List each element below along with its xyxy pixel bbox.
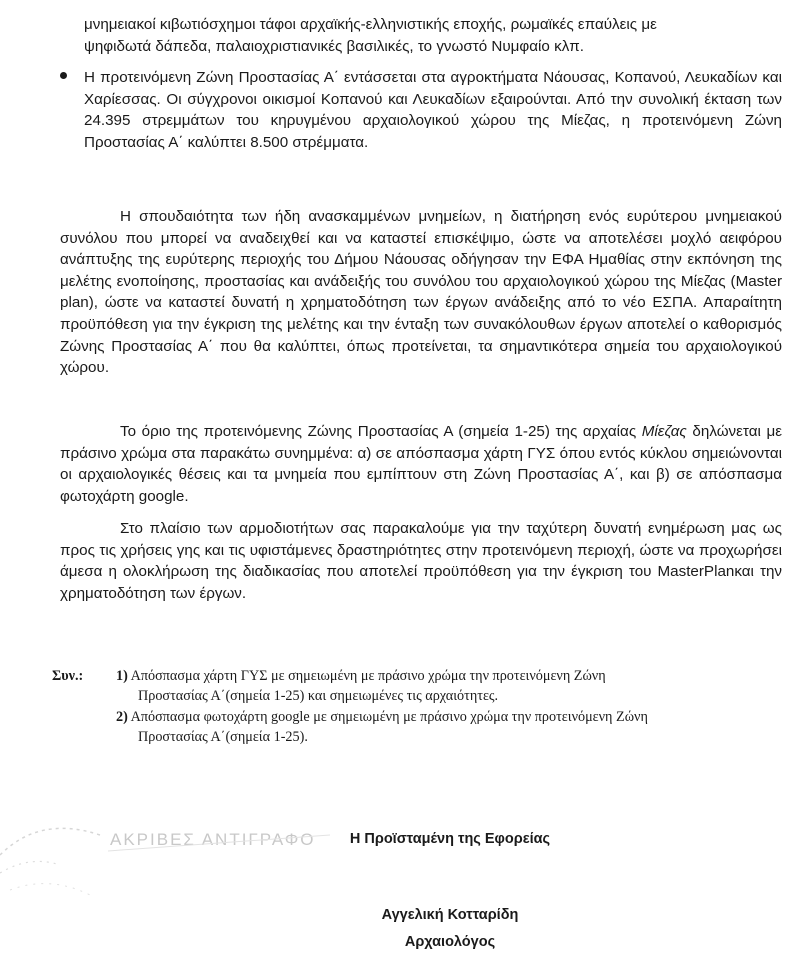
bullet-continuation-line-2: ψηφιδωτά δάπεδα, παλαιοχριστιανικές βασιλικές, το γνωστό Νυμφαίο κλπ. [84, 37, 584, 55]
enclosure-item-1 [52, 667, 752, 706]
enclosure-2-line-1: Απόσπασμα φωτοχάρτη google με σημειωμένη με πράσινο χρώμα την προτεινόμενη Ζώνη [130, 709, 648, 725]
enclosure-2-line-2: Προστασίας Α΄(σημεία 1-25). [138, 728, 308, 745]
enclosures [52, 667, 752, 747]
paragraph-2-emphasis: Μίεζας [641, 423, 687, 440]
bullet-continuation-line-1: μνημειακοί κιβωτιόσχημοι τάφοι αρχαϊκής-ελληνιστικής εποχής, ρωμαϊκές επαύλεις με [84, 16, 657, 33]
bullet-icon [60, 72, 67, 79]
paragraph-1: Η σπουδαιότητα των ήδη ανασκαμμένων μνημείων, η διατήρηση ενός ευρύτερου μνημειακού συνόλου που μπορεί να αναδειχθεί και να καταστεί επισκέψιμο, ώστε να αποτελέσει μοχλό αειφόρου ανάπτυξης της ευρύτερης περιοχής του Δήμου Νάουσας οδήγησαν την ΕΦΑ Ημαθίας στην εκπόνηση της μελέτης ενοποίησης, προστασίας και ανάδειξής του συνόλου του αρχαιολογικού χώρου της Μίεζας (Master plan), ώστε να καταστεί δυνατή η χρηματοδότηση των έργων ανάδειξης από το νέο ΕΣΠΑ. Απαραίτητη προϋπόθεση για την έγκριση της μελέτης και την ένταξη των συνακόλουθων έργων αποτελεί ο καθορισμός Ζώνης Προστασίας Α΄ που θα καλύπτει, όπως προτείνεται, τα σημαντικότερα σημεία του αρχαιολογικού χώρου. [60, 208, 782, 377]
bullet-item: Η προτεινόμενη Ζώνη Προστασίας Α΄ εντάσσεται στα αγροκτήματα Νάουσας, Κοπανού, Λευκαδίων και Χαρίεσσας. Οι σύγχρονοι οικισμοί Κοπανού και Λευκαδίων εξαιρούνται. Από την συνολική έκταση των 24.395 στρεμμάτων του κηρυγμένου αρχαιολογικού χώρου της Μίεζας, η προτεινόμενη Ζώνη Προστασίας Α΄ καλύπτει 8.500 στρέμματα. [84, 69, 782, 151]
enclosure-1-line-2: Προστασίας Α΄(σημεία 1-25) και σημειωμένες τις αρχαιότητες. [138, 687, 499, 704]
enclosure-number-2: 2) [116, 709, 128, 725]
paragraph-2-before: Το όριο της προτεινόμενης Ζώνης Προστασίας Α (σημεία 1-25) της αρχαίας [120, 423, 642, 440]
paragraph-2 [60, 421, 782, 507]
enclosure-item-2 [52, 708, 752, 747]
bullet-continuation [84, 14, 782, 57]
signature-role: Αρχαιολόγος [404, 934, 496, 950]
copy-stamp [0, 795, 360, 915]
signature-name: Αγγελική Κοτταρίδη [381, 907, 519, 923]
stamp-text: ΑΚΡΙΒΕΣ ΑΝΤΙΓΡΑΦΟ [110, 830, 316, 849]
enclosures-label: Συν.: [52, 668, 84, 684]
enclosure-1-line-1: Απόσπασμα χάρτη ΓΥΣ με σημειωμένη με πράσινο χρώμα την προτεινόμενη Ζώνη [130, 668, 606, 684]
paragraph-3: Στο πλαίσιο των αρμοδιοτήτων σας παρακαλούμε για την ταχύτερη δυνατή ενημέρωση μας ως προς τις χρήσεις γης και τις υφιστάμενες δραστηριότητες στην προτεινόμενη περιοχή, ώστε να προχωρήσει άμεσα η ολοκλήρωση της διαδικασίας που αποτελεί προϋπόθεση για την έγκριση του MasterPlanκαι την χρηματοδότηση των έργων. [60, 520, 782, 602]
signature-title: Η Προϊσταμένη της Εφορείας [349, 831, 551, 847]
enclosure-number-1: 1) [116, 668, 128, 684]
paragraph-2-after: δηλώνεται με πράσινο χρώμα στα παρακάτω συνημμένα: α) σε απόσπασμα χάρτη ΓΥΣ όπου εντός κύκλου σημειώνονται οι αρχαιολογικές θέσεις και τα μνημεία που εμπίπτουν στη Ζώνη Προστασίας Α΄, και β) σε απόσπασμα φωτοχάρτη google. [60, 423, 783, 505]
